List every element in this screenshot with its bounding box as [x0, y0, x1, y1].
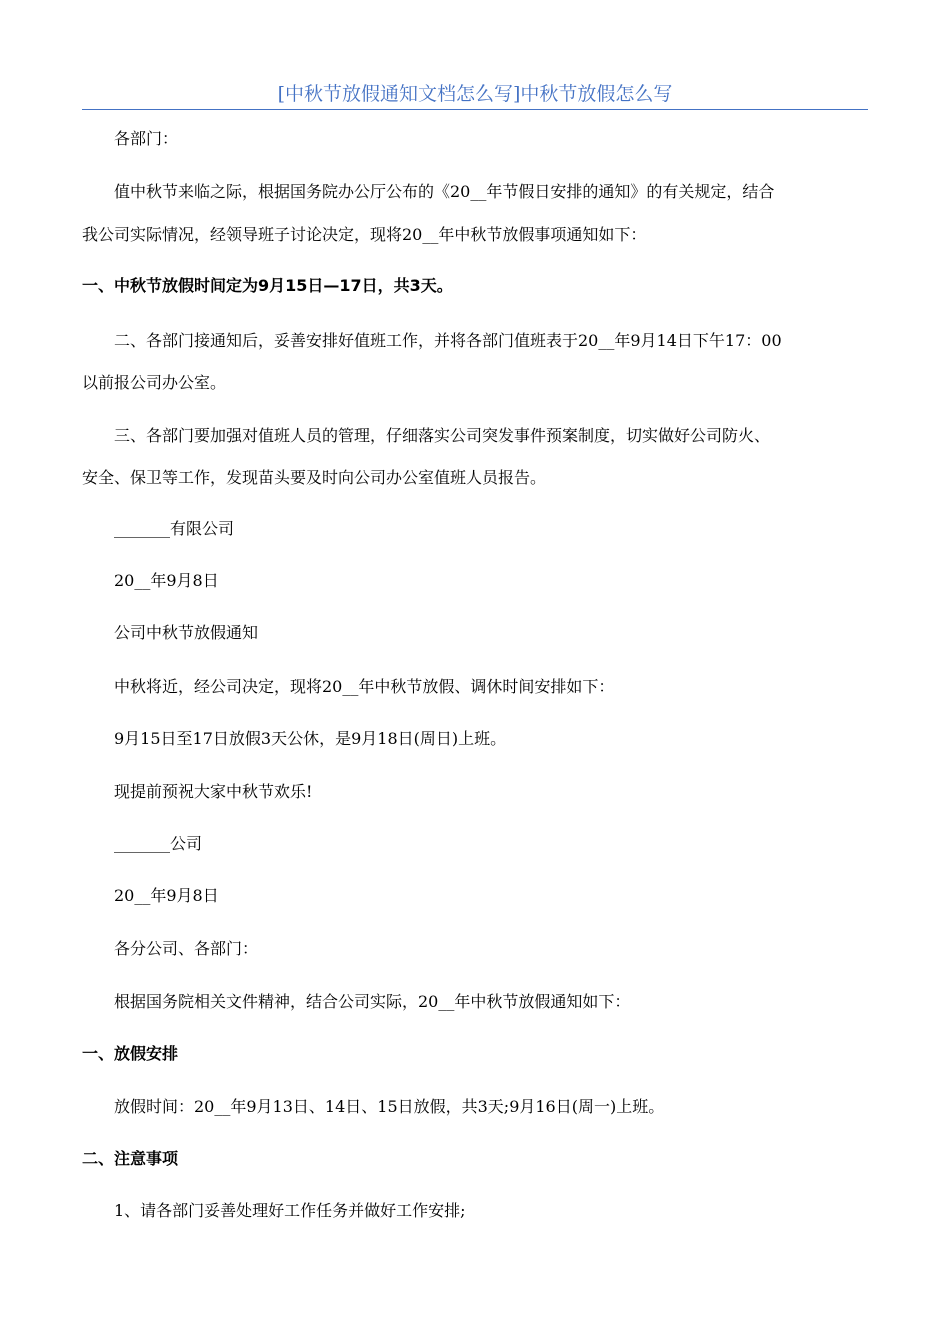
document-header-title: [中秋节放假通知文档怎么写]中秋节放假怎么写	[277, 83, 673, 105]
paragraph-1-line-2: 我公司实际情况，经领导班子讨论决定，现将20__年中秋节放假事项通知如下：	[82, 225, 647, 244]
notice-2-title: 公司中秋节放假通知	[114, 623, 259, 642]
salutation: 各部门：	[114, 129, 179, 148]
notice-2-paragraph-1: 中秋将近，经公司决定，现将20__年中秋节放假、调休时间安排如下：	[114, 677, 615, 696]
notice-3-salutation: 各分公司、各部门：	[114, 939, 259, 958]
date-2: 20__年9月8日	[114, 886, 219, 905]
signature-company-2: _______公司	[114, 834, 203, 853]
paragraph-2-line-2: 以前报公司办公室。	[82, 373, 227, 392]
notice-2-paragraph-2: 9月15日至17日放假3天公休，是9月18日(周日)上班。	[114, 729, 507, 748]
notes-item-1: 1、请各部门妥善处理好工作任务并做好工作安排;	[114, 1201, 466, 1220]
date-1: 20__年9月8日	[114, 571, 219, 590]
paragraph-2-line-1: 二、各部门接通知后，妥善安排好值班工作，并将各部门值班表于20__年9月14日下午17：00	[114, 331, 782, 350]
section-heading-holiday-arrangement: 一、放假安排	[82, 1044, 179, 1063]
notice-2-paragraph-3: 现提前预祝大家中秋节欢乐!	[114, 782, 313, 801]
holiday-schedule: 放假时间：20__年9月13日、14日、15日放假，共3天;9月16日(周一)上班。	[114, 1097, 665, 1116]
header-divider	[82, 109, 868, 110]
signature-company-1: _______有限公司	[114, 519, 235, 538]
paragraph-3-line-1: 三、各部门要加强对值班人员的管理，仔细落实公司突发事件预案制度，切实做好公司防火、	[114, 426, 771, 445]
section-heading-holiday-dates: 一、中秋节放假时间定为9月15日—17日，共3天。	[82, 276, 453, 295]
section-heading-notes: 二、注意事项	[82, 1149, 179, 1168]
notice-3-intro: 根据国务院相关文件精神，结合公司实际，20__年中秋节放假通知如下：	[114, 992, 631, 1011]
paragraph-1-line-1: 值中秋节来临之际，根据国务院办公厅公布的《20__年节假日安排的通知》的有关规定，结合	[114, 182, 775, 201]
paragraph-3-line-2: 安全、保卫等工作，发现苗头要及时向公司办公室值班人员报告。	[82, 468, 547, 487]
